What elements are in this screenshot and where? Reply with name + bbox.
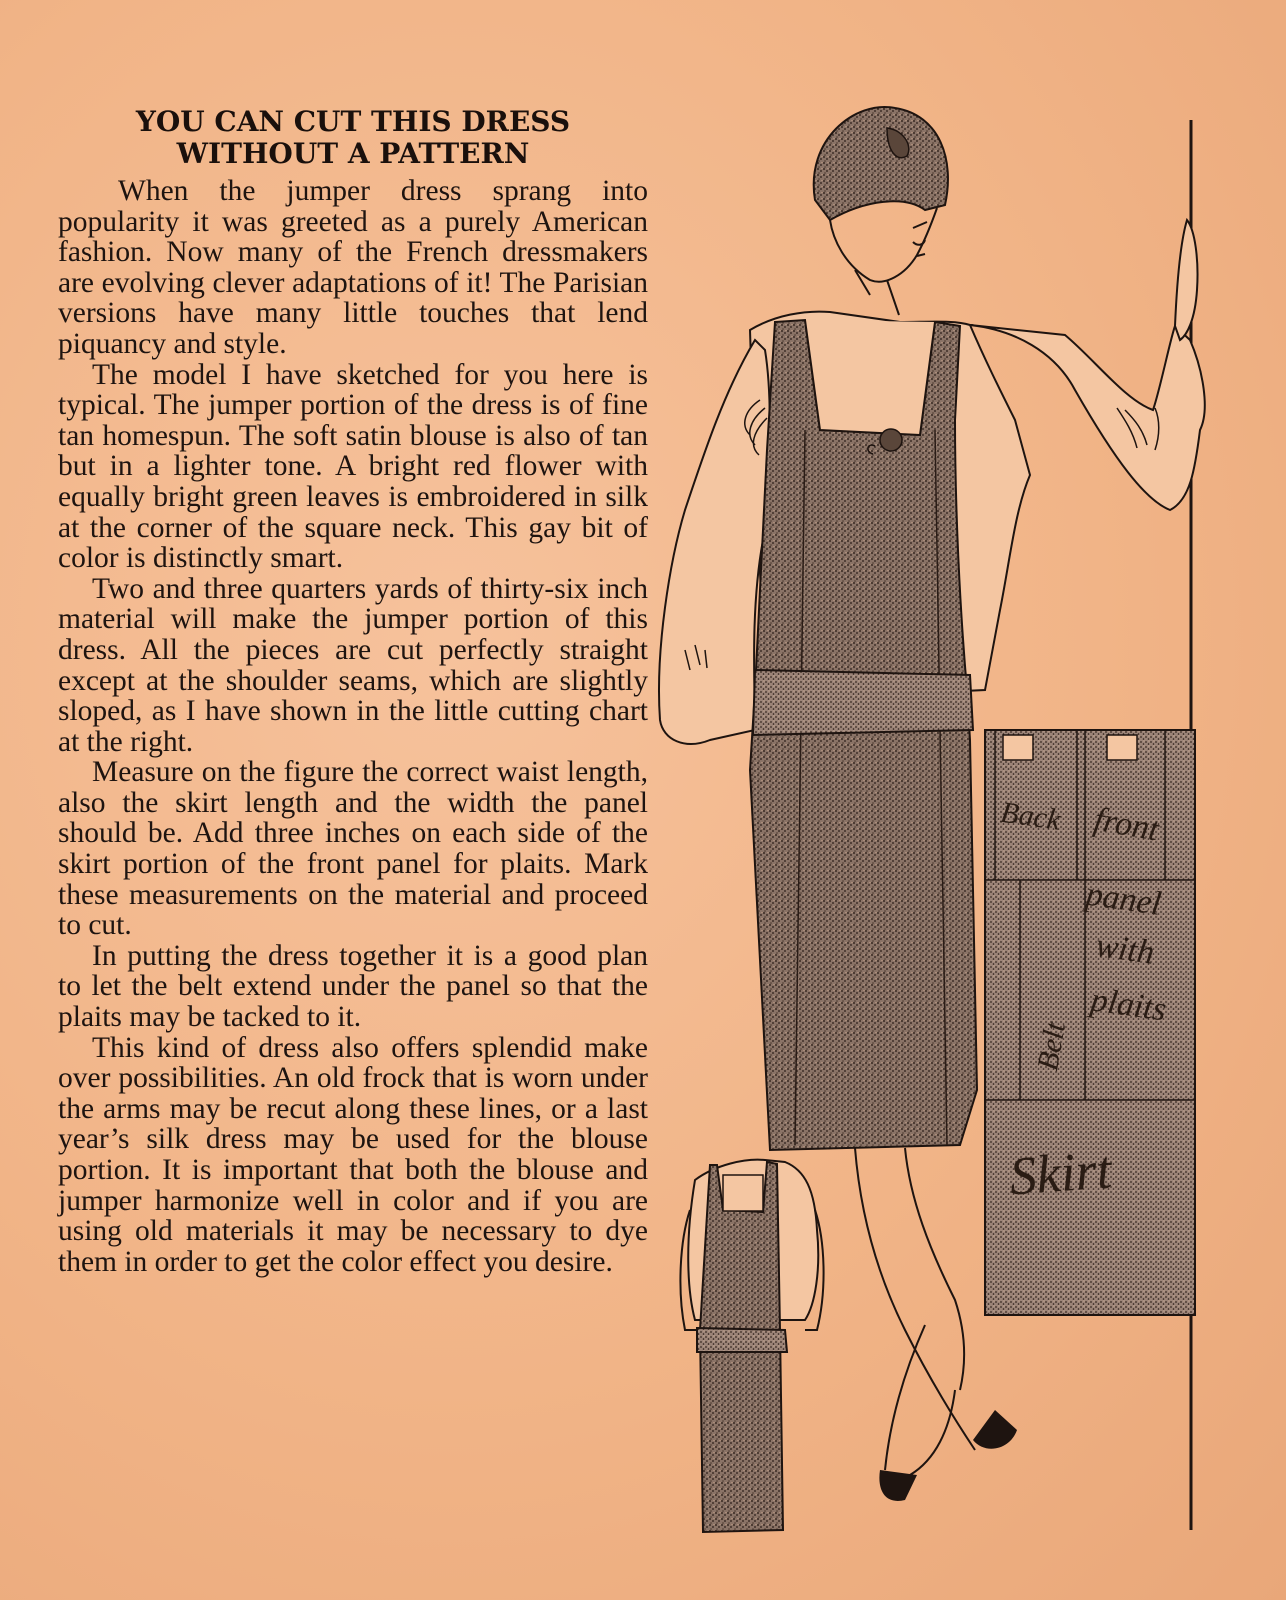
title-line-1: YOU CAN CUT THIS DRESS bbox=[135, 105, 571, 138]
face-drawing bbox=[830, 208, 937, 315]
article bbox=[58, 106, 648, 1277]
chart-label-belt: Belt bbox=[1031, 1019, 1073, 1073]
legs-drawing bbox=[855, 1148, 975, 1475]
jumper-drawing bbox=[750, 320, 977, 1150]
article-body bbox=[58, 176, 648, 1277]
paragraph-6: This kind of dress also offers splendid make over possibilities. An old frock that is worn under the arms may be recut along these lines, or a last year’s silk dress may be used for the blouse portion. It is important that both the blouse and jumper harmonize well in color and if you are using old materials it may be necessary to dye them in order to get the color effect you desire. bbox=[58, 1031, 648, 1278]
paragraph-2: The model I have sketched for you here is typical. The jumper portion of the dress is of fine tan homespun. The soft satin blouse is also of tan but in a lighter tone. A bright red flower with equally bright green leaves is embroidered in silk at the corner of the square neck. This gay bit of color is distinctly smart. bbox=[58, 358, 648, 575]
chart-label-front: front bbox=[1091, 800, 1162, 849]
chart-label-skirt: Skirt bbox=[1007, 1139, 1114, 1207]
back-view-figure bbox=[680, 1160, 823, 1532]
paragraph-4: Measure on the figure the correct waist length, also the skirt length and the width the panel should be. Add three inches on each side of the skirt portion of the front panel for plaits. Mark these measurements on the material and proceed to cut. bbox=[58, 756, 648, 942]
title-line-2: WITHOUT A PATTERN bbox=[176, 137, 530, 170]
fashion-illustration bbox=[655, 90, 1255, 1540]
paragraph-3: Two and three quarters yards of thirty-six inch material will make the jumper portion of this dress. All the pieces are cut perfectly straight except at the shoulder seams, which are slightly sloped, as I have shown in the little cutting chart at the right. bbox=[58, 572, 648, 758]
paragraph-1: When the jumper dress sprang into popularity it was greeted as a purely American fashion. Now many of the French dressmakers are evolving clever adaptations of it! The Parisian versions have many little touches that lend piquancy and style. bbox=[58, 175, 648, 360]
article-title bbox=[58, 106, 648, 170]
chart-label-back: Back bbox=[998, 795, 1063, 837]
cutting-chart bbox=[985, 730, 1195, 1315]
chart-label-panel: panel bbox=[1083, 875, 1164, 923]
hat-drawing bbox=[814, 107, 948, 220]
paragraph-5: In putting the dress together it is a good plan to let the belt extend under the panel so that the plaits may be tacked to it. bbox=[58, 939, 648, 1034]
chart-label-plaits: plaits bbox=[1088, 981, 1169, 1029]
chart-label-with: with bbox=[1093, 927, 1157, 972]
